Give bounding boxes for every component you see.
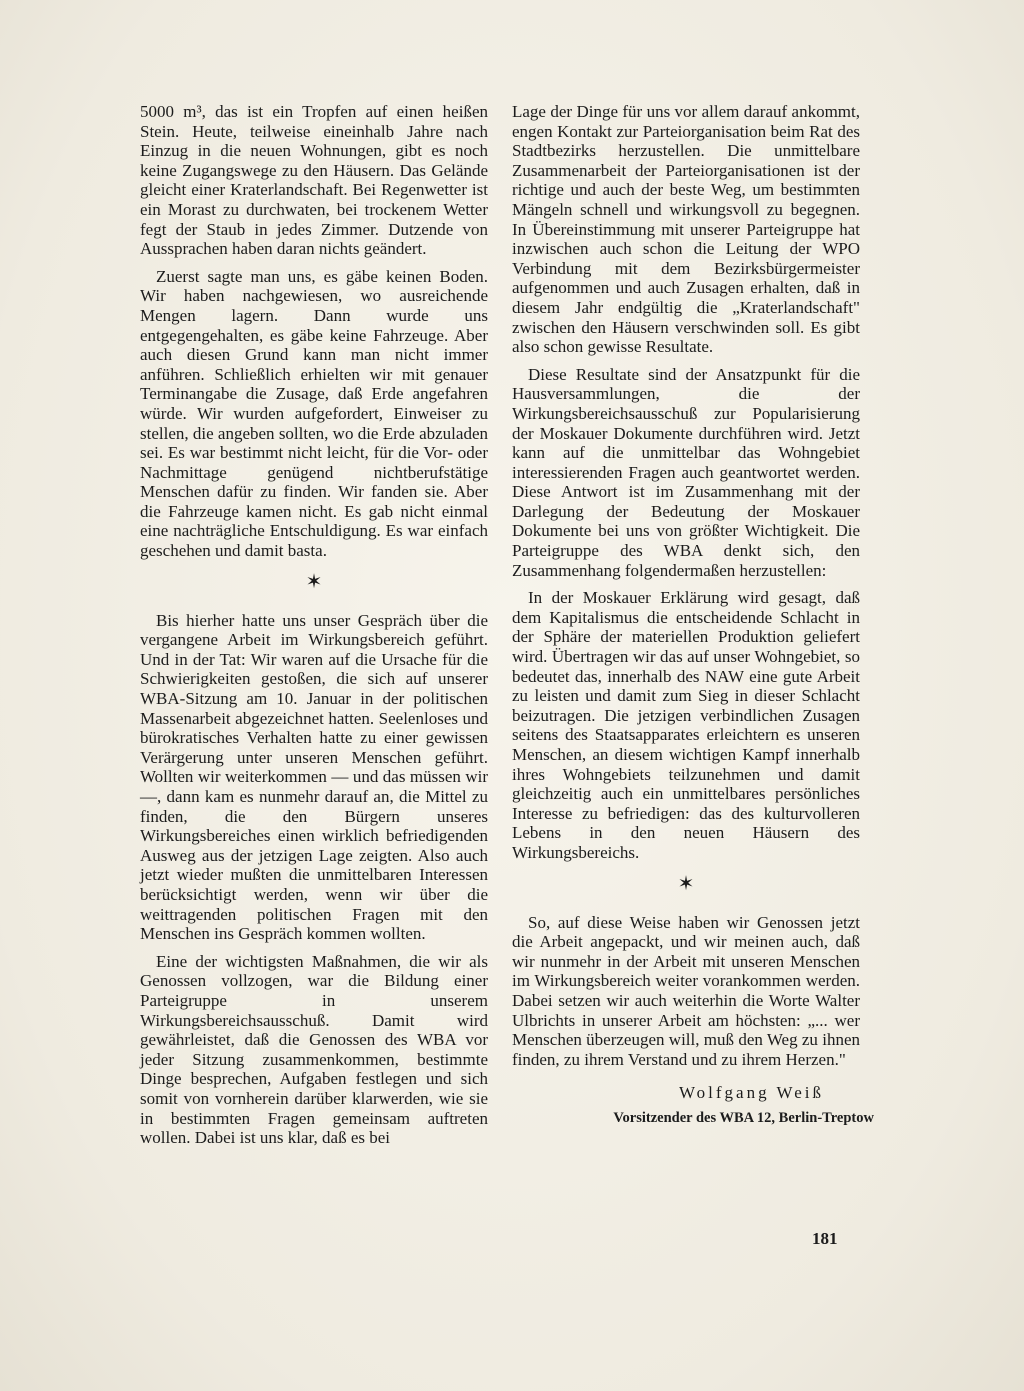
paragraph: So, auf diese Weise haben wir Genossen jetzt die Arbeit angepackt, und wir meinen auch, daß wir nunmehr in der Arbeit mit unseren Menschen im Wirkungsbereich weiter vorankommen werden. Dabei setzen wir auch weiterhin die Worte Walter Ulbrichts in unserer Arbeit am höchsten: „... wer Menschen überzeugen will, muß den Weg zu ihnen finden, zu ihrem Verstand und zu ihrem Herzen." [512,912,860,1069]
left-column [140,102,488,1148]
paragraph: Zuerst sagte man uns, es gäbe keinen Boden. Wir haben nachgewiesen, wo ausreichende Mengen lagern. Dann wurde uns entgegengehalten, es gäbe keine Fahrzeuge. Aber auch diesen Grund kann man nicht immer anführen. Schließlich erhielten wir mit genauer Terminangabe die Zusage, daß Erde angefahren würde. Wir wurden aufgefordert, Einweiser zu stellen, die angeben sollten, wo die Erde abzuladen sei. Es war bestimmt nicht leicht, für die Vor- oder Nachmittage genügend nichtberufstätige Menschen dafür zu finden. Wir fanden sie. Aber die Fahrzeuge kamen nicht. Es gab nicht einmal eine nachträgliche Entschuldigung. Es war einfach geschehen und damit basta. [140,266,488,561]
paragraph: Diese Resultate sind der Ansatzpunkt für die Hausversammlungen, die der Wirkungsbereichsausschuß zur Popularisierung der Moskauer Dokumente durchführen wird. Jetzt kann auf die unmittelbar das Wohngebiet interessierenden Fragen auch geantwortet werden. Diese Antwort ist im Zusammenhang mit der Darlegung der Bedeutung der Moskauer Dokumente bei uns von größter Wichtigkeit. Die Parteigruppe des WBA denkt sich, den Zusammenhang folgendermaßen herzustellen: [512,364,860,580]
author-name: Wolfgang Weiß [678,1083,824,1103]
paragraph: In der Moskauer Erklärung wird gesagt, daß dem Kapitalismus die entscheidende Schlacht in der Sphäre der materiellen Produktion geliefert wird. Übertragen wir das auf unser Wohngebiet, so bedeutet das, innerhalb des NAW eine gute Arbeit zu leisten und damit zum Sieg in dieser Schlacht beizutragen. Die jetzigen verbindlichen Zusagen seitens des Staatsapparates erleichtern es unseren Menschen, an diesem wichtigen Kampf innerhalb ihres Wohngebiets teilzunehmen und damit gleichzeitig auch ein unmittelbares persönliches Interesse zu befriedigen: das des kulturvolleren Lebens in den neuen Häusern des Wirkungsbereichs. [512,588,860,862]
paragraph: Lage der Dinge für uns vor allem darauf ankommt, engen Kontakt zur Parteiorganisation beim Rat des Stadtbezirks herzustellen. Die unmittelbare Zusammenarbeit der Parteiorganisationen ist der richtige und auch der beste Weg, um bestimmten Mängeln schnell und wirkungsvoll zu begegnen. In Übereinstimmung mit unserer Parteigruppe hat inzwischen auch schon die Leitung der WPO Verbindung mit dem Bezirksbürgermeister aufgenommen und auch Zusagen erhalten, daß in diesem Jahr endgültig die „Kraterlandschaft" zwischen den Häusern verschwinden soll. Es gibt also schon gewisse Resultate. [512,102,860,357]
author-role: Vorsitzender des WBA 12, Berlin-Treptow [613,1109,874,1126]
paragraph: Eine der wichtigsten Maßnahmen, die wir als Genossen vollzogen, war die Bildung einer Parteigruppe in unserem Wirkungsbereichsausschuß. Damit wird gewährleistet, daß die Genossen des WBA vor jeder Sitzung zusammenkommen, bestimmte Dinge besprechen, Aufgaben festlegen und sich somit von vornherein darüber klarwerden, wie sie in bestimmten Fragen gemeinsam auftreten wollen. Dabei ist uns klar, daß es bei [140,951,488,1148]
paragraph: 5000 m³, das ist ein Tropfen auf einen heißen Stein. Heute, teilweise eineinhalb Jahre nach Einzug in die neuen Wohnungen, gibt es noch keine Zugangswege zu den Häusern. Das Gelände gleicht einer Kraterlandschaft. Bei Regenwetter ist ein Morast zu durchwaten, bei trockenem Wetter fegt der Staub in jedes Zimmer. Dutzende von Aussprachen haben daran nichts geändert. [140,102,488,259]
paragraph: Bis hierher hatte uns unser Gespräch über die vergangene Arbeit im Wirkungsbereich geführt. Und in der Tat: Wir waren auf die Ursache für die Schwierigkeiten gestoßen, die sich auf unserer WBA-Sitzung am 10. Januar in der politischen Massenarbeit abgezeichnet hatten. Seelenloses und bürokratisches Verhalten hatte zu einer gewissen Verärgerung unter unseren Menschen geführt. Wollten wir weiterkommen — und das müssen wir —, dann kam es nunmehr darauf an, die Mittel zu finden, die den Bürgern unseres Wirkungsbereiches einen wirklich befriedigenden Ausweg aus der jetzigen Lage zeigten. Also auch jetzt wieder mußten die unmittelbaren Interessen berücksichtigt werden, wenn wir über die weittragenden politischen Fragen mit den Menschen ins Gespräch kommen wollten. [140,610,488,944]
signature-block [512,1083,874,1128]
right-column [512,102,874,1129]
section-separator: ✶ [677,872,695,895]
section-separator: ✶ [305,570,323,593]
page-number: 181 [812,1229,838,1248]
